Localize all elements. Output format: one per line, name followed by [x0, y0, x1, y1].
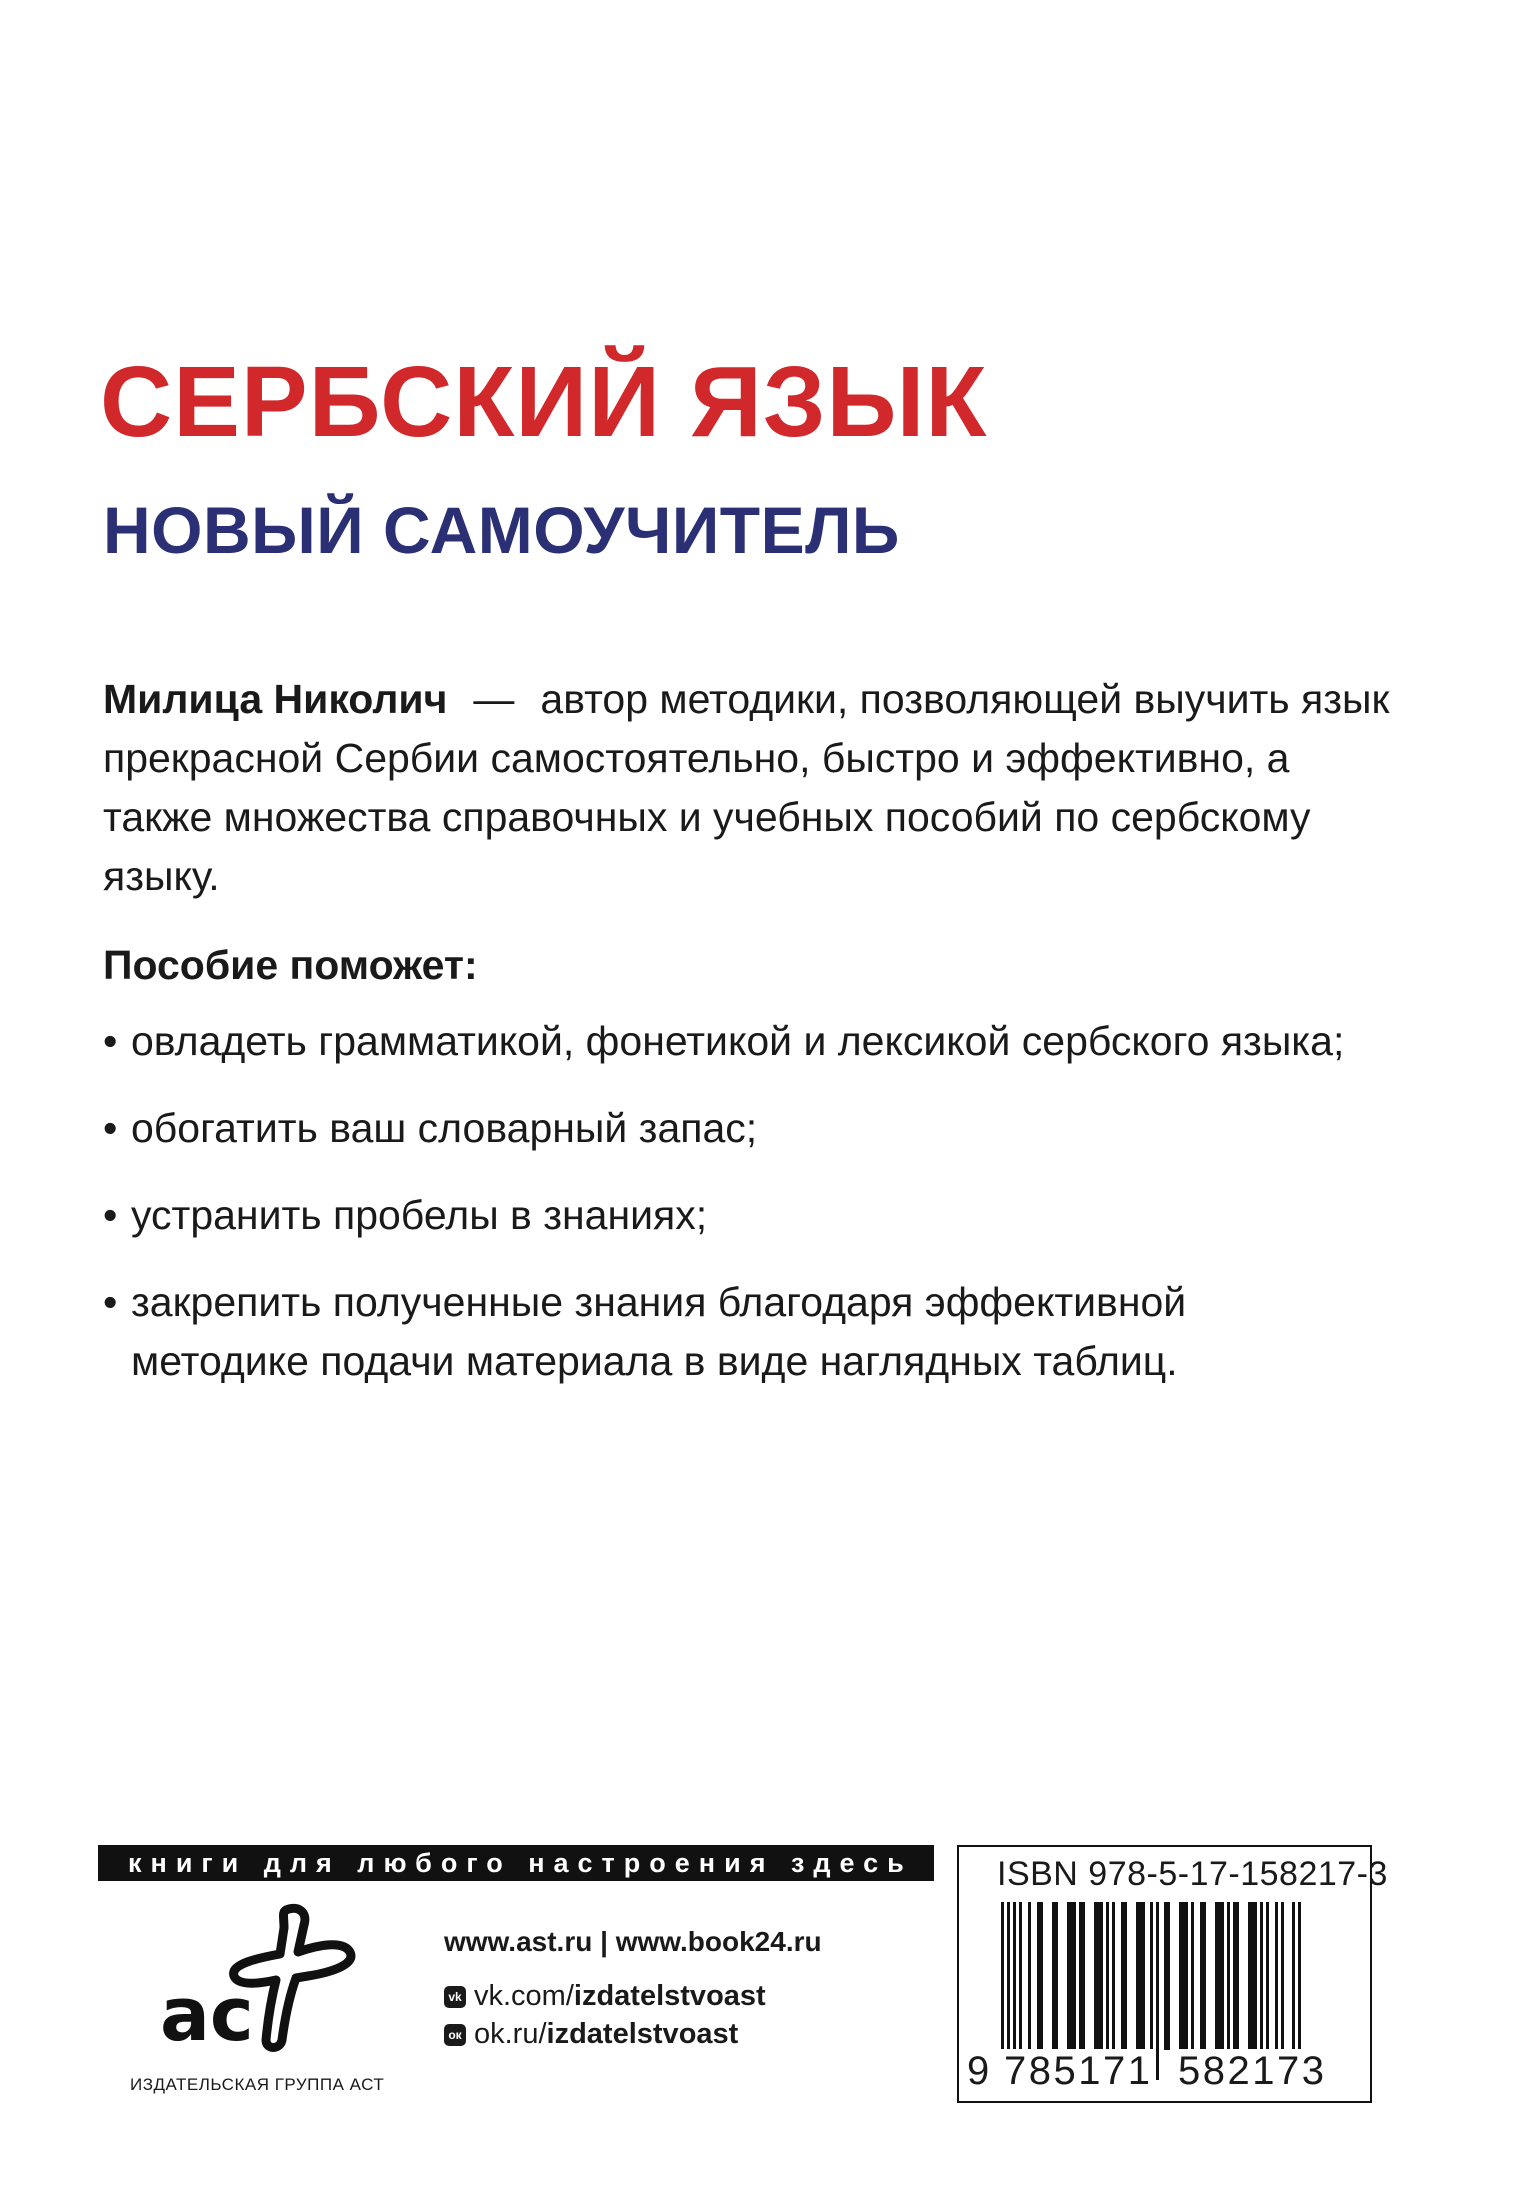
isbn-barcode-block: ISBN 978-5-17-158217-3 9 785171 582173: [957, 1845, 1372, 2103]
barcode-bar: [1164, 1902, 1170, 2050]
barcode-bar: [1179, 1902, 1188, 2050]
vk-icon: vk: [444, 1986, 466, 2008]
tagline-bar: книги для любого настроения здесь: [98, 1845, 934, 1881]
barcode-bar: [1028, 1902, 1031, 2050]
barcode-bar: [1260, 1902, 1263, 2050]
website-links[interactable]: www.ast.ru | www.book24.ru: [444, 1926, 822, 1957]
isbn-label: ISBN 978-5-17-158217-3: [997, 1855, 1388, 1893]
barcode-bar: [1052, 1902, 1058, 2050]
author-description: [103, 670, 1403, 906]
list-item: • устранить пробелы в знаниях;: [103, 1186, 1433, 1245]
vk-link[interactable]: vk vk.com/ izdatelstvoast: [444, 1980, 766, 2013]
description-text: автор методики, позволяющей выучить язык прекрасной Сербии самостоятельно, быстро и эффективно, а также множества справочных и учебных пособий по сербскому языку.: [103, 676, 1390, 899]
bullet-icon: •: [103, 1018, 118, 1064]
ok-link[interactable]: ок ok.ru/ izdatelstvoast: [444, 2018, 738, 2051]
ast-logo-icon: [158, 1900, 368, 2055]
barcode-guard-bar: [1156, 1902, 1159, 2080]
barcode-bar: [1013, 1902, 1016, 2050]
barcode-bar: [1233, 1902, 1239, 2050]
barcode-bar: [1200, 1902, 1206, 2050]
barcode-bar: [1067, 1902, 1076, 2050]
barcode-bar: [1094, 1902, 1103, 2050]
barcode-bar: [1215, 1902, 1224, 2050]
bullet-icon: •: [103, 1192, 118, 1238]
bullet-icon: •: [103, 1279, 118, 1325]
benefits-list: [103, 1012, 1433, 1419]
publisher-name: ИЗДАТЕЛЬСКАЯ ГРУППА АСТ: [130, 2075, 385, 2094]
barcode-bar: [1106, 1902, 1109, 2050]
book-subtitle: НОВЫЙ САМОУЧИТЕЛЬ: [103, 493, 900, 567]
list-item: • закрепить полученные знания благодаря эффективной методике подачи материала в виде наглядных таблиц.: [103, 1273, 1281, 1391]
barcode-bar: [1112, 1902, 1115, 2050]
barcode-bar: [1227, 1902, 1230, 2050]
list-item: • овладеть грамматикой, фонетикой и лексикой сербского языка;: [103, 1012, 1433, 1071]
em-dash: —: [473, 676, 515, 722]
barcode-bar: [1079, 1902, 1085, 2050]
help-heading: Пособие поможет:: [103, 942, 478, 988]
book-title: СЕРБСКИЙ ЯЗЫК: [100, 346, 988, 458]
barcode-bar: [1121, 1902, 1127, 2050]
svg-text:ас: ас: [160, 1972, 254, 2055]
list-item: • обогатить ваш словарный запас;: [103, 1099, 1433, 1158]
author-name: Милица Николич: [103, 676, 448, 722]
ok-icon: ок: [444, 2024, 466, 2046]
barcode-bar: [1275, 1902, 1278, 2050]
barcode-bar: [1191, 1902, 1194, 2050]
barcode-bar: [1281, 1902, 1284, 2050]
barcode-bar: [1136, 1902, 1145, 2050]
bullet-icon: •: [103, 1105, 118, 1151]
barcode-bar: [1019, 1902, 1022, 2050]
barcode-bar: [1266, 1902, 1269, 2050]
barcode-bar: [1037, 1902, 1043, 2050]
barcode-bar: [1248, 1902, 1257, 2050]
